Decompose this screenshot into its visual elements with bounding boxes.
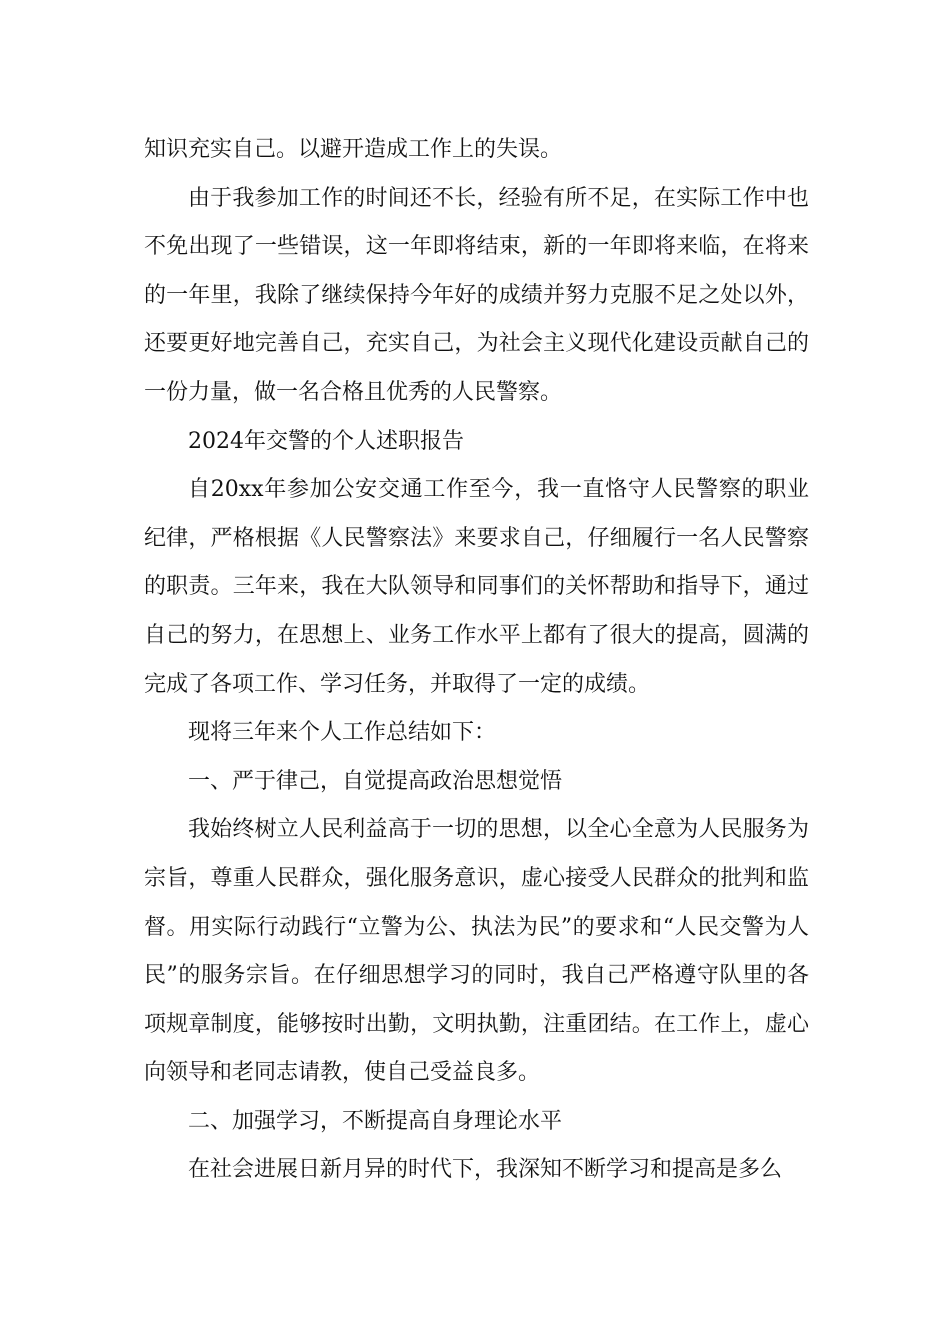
summary-lead-paragraph: 现将三年来个人工作总结如下： — [188, 720, 497, 746]
section-1-heading: 一、严于律己，自觉提高政治思想觉悟 — [188, 768, 563, 794]
intro-paragraph: 自20xx年参加公安交通工作至今，我一直恪守人民警察的职业纪律，严格根据《人民警察法》来要求自己，仔细履行一名人民警察的职责。三年来，我在大队领导和同事们的关怀帮助和指导下，通过自己的努力，在思想上、业务工作水平上都有了很大的提高，圆满的完成了各项工作、学习任务，并取得了一定的成绩。 — [144, 477, 809, 697]
report-title: 2024年交警的个人述职报告 — [188, 428, 464, 454]
section-1-body-paragraph: 我始终树立人民利益高于一切的思想，以全心全意为人民服务为宗旨，尊重人民群众，强化服务意识，虚心接受人民群众的批判和监督。用实际行动践行“立警为公、执法为民”的要求和“人民交警为人民”的服务宗旨。在仔细思想学习的同时，我自己严格遵守队里的各项规章制度，能够按时出勤，文明执勤，注重团结。在工作上，虚心向领导和老同志请教，使自己受益良多。 — [144, 817, 809, 1086]
section-2-heading: 二、加强学习，不断提高自身理论水平 — [188, 1108, 563, 1134]
continuation-paragraph: 知识充实自己。以避开造成工作上的失误。 — [144, 137, 563, 162]
document-body — [144, 126, 809, 1195]
shortcomings-paragraph: 由于我参加工作的时间还不长，经验有所不足，在实际工作中也不免出现了一些错误，这一年即将结束，新的一年即将来临，在将来的一年里，我除了继续保持今年好的成绩并努力克服不足之处以外，还要更好地完善自己，充实自己，为社会主义现代化建设贡献自己的一份力量，做一名合格且优秀的人民警察。 — [144, 185, 809, 405]
section-2-body-paragraph: 在社会进展日新月异的时代下，我深知不断学习和提高是多么 — [188, 1157, 783, 1183]
